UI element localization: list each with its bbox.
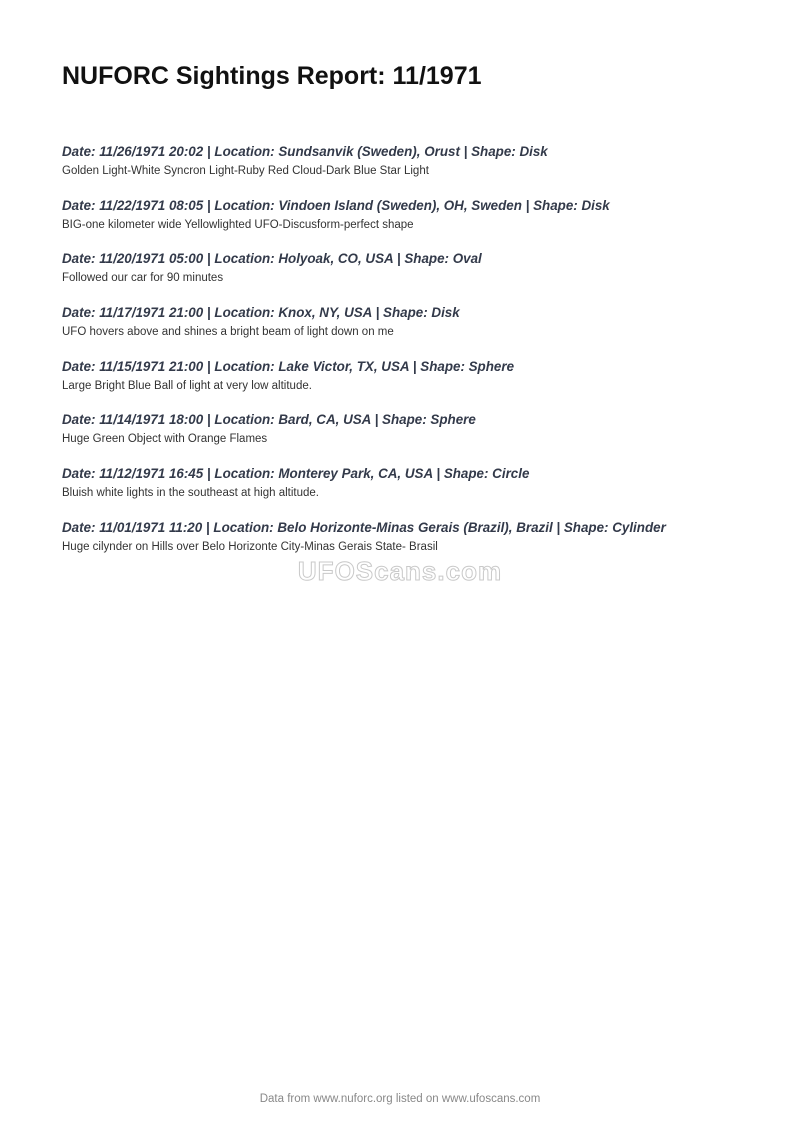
report-description: Huge cilynder on Hills over Belo Horizonte City-Minas Gerais State- Brasil — [62, 540, 438, 553]
list-item — [62, 197, 762, 251]
report-description: Huge Green Object with Orange Flames — [62, 433, 268, 446]
report-header: Date: 11/20/1971 05:00 | Location: Holyoak, CO, USA | Shape: Oval — [62, 251, 482, 267]
report-list — [62, 143, 762, 573]
report-header: Date: 11/17/1971 21:00 | Location: Knox, NY, USA | Shape: Disk — [62, 305, 460, 321]
watermark: UFOScans.com — [297, 556, 503, 586]
report-description: Golden Light-White Syncron Light-Ruby Red Cloud-Dark Blue Star Light — [62, 165, 429, 177]
report-description: BIG-one kilometer wide Yellowlighted UFO-Discusform-perfect shape — [62, 218, 414, 231]
list-item — [62, 465, 762, 519]
report-header: Date: 11/01/1971 11:20 | Location: Belo Horizonte-Minas Gerais (Brazil), Brazil | Shape: Cylinder — [62, 519, 666, 535]
page-footer: Data from www.nuforc.org listed on www.ufoscans.com — [259, 1093, 541, 1105]
report-header: Date: 11/15/1971 21:00 | Location: Lake Victor, TX, USA | Shape: Sphere — [62, 358, 515, 374]
page-title: NUFORC Sightings Report: 11/1971 — [62, 62, 482, 90]
list-item — [62, 304, 762, 358]
list-item — [62, 411, 762, 465]
report-header: Date: 11/12/1971 16:45 | Location: Monterey Park, CA, USA | Shape: Circle — [62, 466, 530, 482]
report-header: Date: 11/26/1971 20:02 | Location: Sundsanvik (Sweden), Orust | Shape: Disk — [62, 144, 548, 159]
report-header: Date: 11/14/1971 18:00 | Location: Bard, CA, USA | Shape: Sphere — [62, 412, 476, 428]
report-description: UFO hovers above and shines a bright beam of light down on me — [62, 326, 394, 339]
report-description: Followed our car for 90 minutes — [62, 272, 224, 285]
report-description: Large Bright Blue Ball of light at very low altitude. — [62, 379, 312, 392]
report-description: Bluish white lights in the southeast at high altitude. — [62, 487, 319, 500]
list-item — [62, 143, 762, 197]
report-header: Date: 11/22/1971 08:05 | Location: Vindoen Island (Sweden), OH, Sweden | Shape: Disk — [62, 197, 610, 213]
list-item — [62, 250, 762, 304]
list-item — [62, 358, 762, 412]
